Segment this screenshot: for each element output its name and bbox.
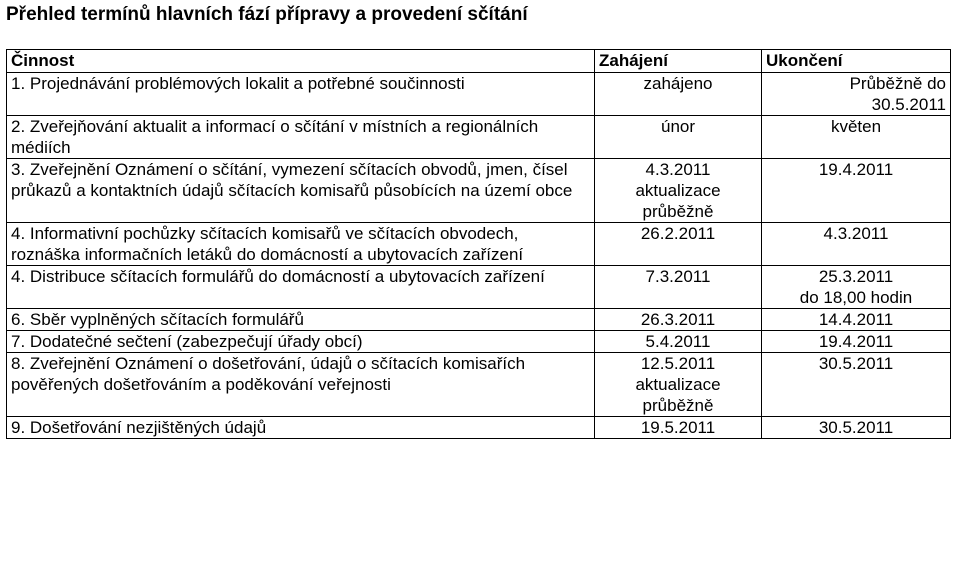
start-value: 7.3.2011 — [645, 267, 711, 286]
end-cell — [762, 159, 951, 223]
end-value: 4.3.2011 — [823, 224, 889, 243]
table-row — [7, 223, 951, 266]
start-cell — [595, 223, 762, 266]
end-cell — [762, 353, 951, 417]
start-value: zahájeno — [643, 74, 713, 93]
start-value: 19.5.2011 — [640, 418, 716, 437]
start-value: aktualizace — [635, 375, 721, 394]
schedule-table — [6, 49, 951, 439]
activity-cell: 4. Informativní pochůzky sčítacích komisařů ve sčítacích obvodech, roznáška informačních letáků do domácností a ubytovacích zařízení — [7, 223, 595, 266]
activity-cell: 4. Distribuce sčítacích formulářů do domácností a ubytovacích zařízení — [7, 266, 595, 309]
activity-cell: 3. Zveřejnění Oznámení o sčítání, vymezení sčítacích obvodů, jmen, čísel průkazů a kontaktních údajů sčítacích komisařů působících na území obce — [7, 159, 595, 223]
end-value: 25.3.2011 — [818, 267, 894, 286]
start-cell — [595, 353, 762, 417]
activity-cell: 9. Došetřování nezjištěných údajů — [7, 417, 595, 439]
table-row — [7, 159, 951, 223]
activity-cell: 8. Zveřejnění Oznámení o došetřování, údajů o sčítacích komisařích pověřených došetřováním a poděkování veřejnosti — [7, 353, 595, 417]
start-cell — [595, 331, 762, 353]
table-row — [7, 309, 951, 331]
start-value: 12.5.2011 — [640, 354, 716, 373]
end-value: do 18,00 hodin — [799, 288, 913, 307]
start-value: 26.2.2011 — [640, 224, 716, 243]
end-cell — [762, 223, 951, 266]
end-value: 30.5.2011 — [818, 418, 894, 437]
start-cell — [595, 159, 762, 223]
end-value: 19.4.2011 — [818, 160, 894, 179]
start-cell — [595, 266, 762, 309]
page-title: Přehled termínů hlavních fází přípravy a provedení sčítání — [6, 4, 528, 25]
end-value: 30.5.2011 — [871, 95, 946, 114]
table-row — [7, 116, 951, 159]
start-value: aktualizace — [635, 181, 721, 200]
start-value: 5.4.2011 — [645, 332, 711, 351]
table-row — [7, 266, 951, 309]
header-activity: Činnost — [7, 50, 595, 73]
end-cell — [762, 309, 951, 331]
start-cell — [595, 417, 762, 439]
end-cell — [762, 73, 951, 116]
end-value: květen — [830, 117, 882, 136]
end-value: Průběžně do — [849, 74, 946, 93]
activity-cell: 1. Projednávání problémových lokalit a potřebné součinnosti — [7, 73, 595, 116]
start-value: únor — [660, 117, 696, 136]
start-value: 4.3.2011 — [645, 160, 711, 179]
table-row — [7, 73, 951, 116]
activity-cell: 2. Zveřejňování aktualit a informací o sčítání v místních a regionálních médiích — [7, 116, 595, 159]
start-value: průběžně — [642, 396, 714, 415]
end-value: 14.4.2011 — [818, 310, 894, 329]
table-header-row — [7, 50, 951, 73]
activity-cell: 7. Dodatečné sečtení (zabezpečují úřady obcí) — [7, 331, 595, 353]
end-cell — [762, 116, 951, 159]
end-cell — [762, 331, 951, 353]
start-cell — [595, 73, 762, 116]
start-value: 26.3.2011 — [640, 310, 716, 329]
table-row — [7, 331, 951, 353]
end-cell — [762, 266, 951, 309]
header-end: Ukončení — [762, 50, 951, 73]
start-cell — [595, 116, 762, 159]
table-row — [7, 417, 951, 439]
start-value: průběžně — [642, 202, 714, 221]
table-row — [7, 353, 951, 417]
start-cell — [595, 309, 762, 331]
end-value: 19.4.2011 — [818, 332, 894, 351]
activity-cell: 6. Sběr vyplněných sčítacích formulářů — [7, 309, 595, 331]
end-cell — [762, 417, 951, 439]
end-value: 30.5.2011 — [818, 354, 894, 373]
header-start: Zahájení — [595, 50, 762, 73]
